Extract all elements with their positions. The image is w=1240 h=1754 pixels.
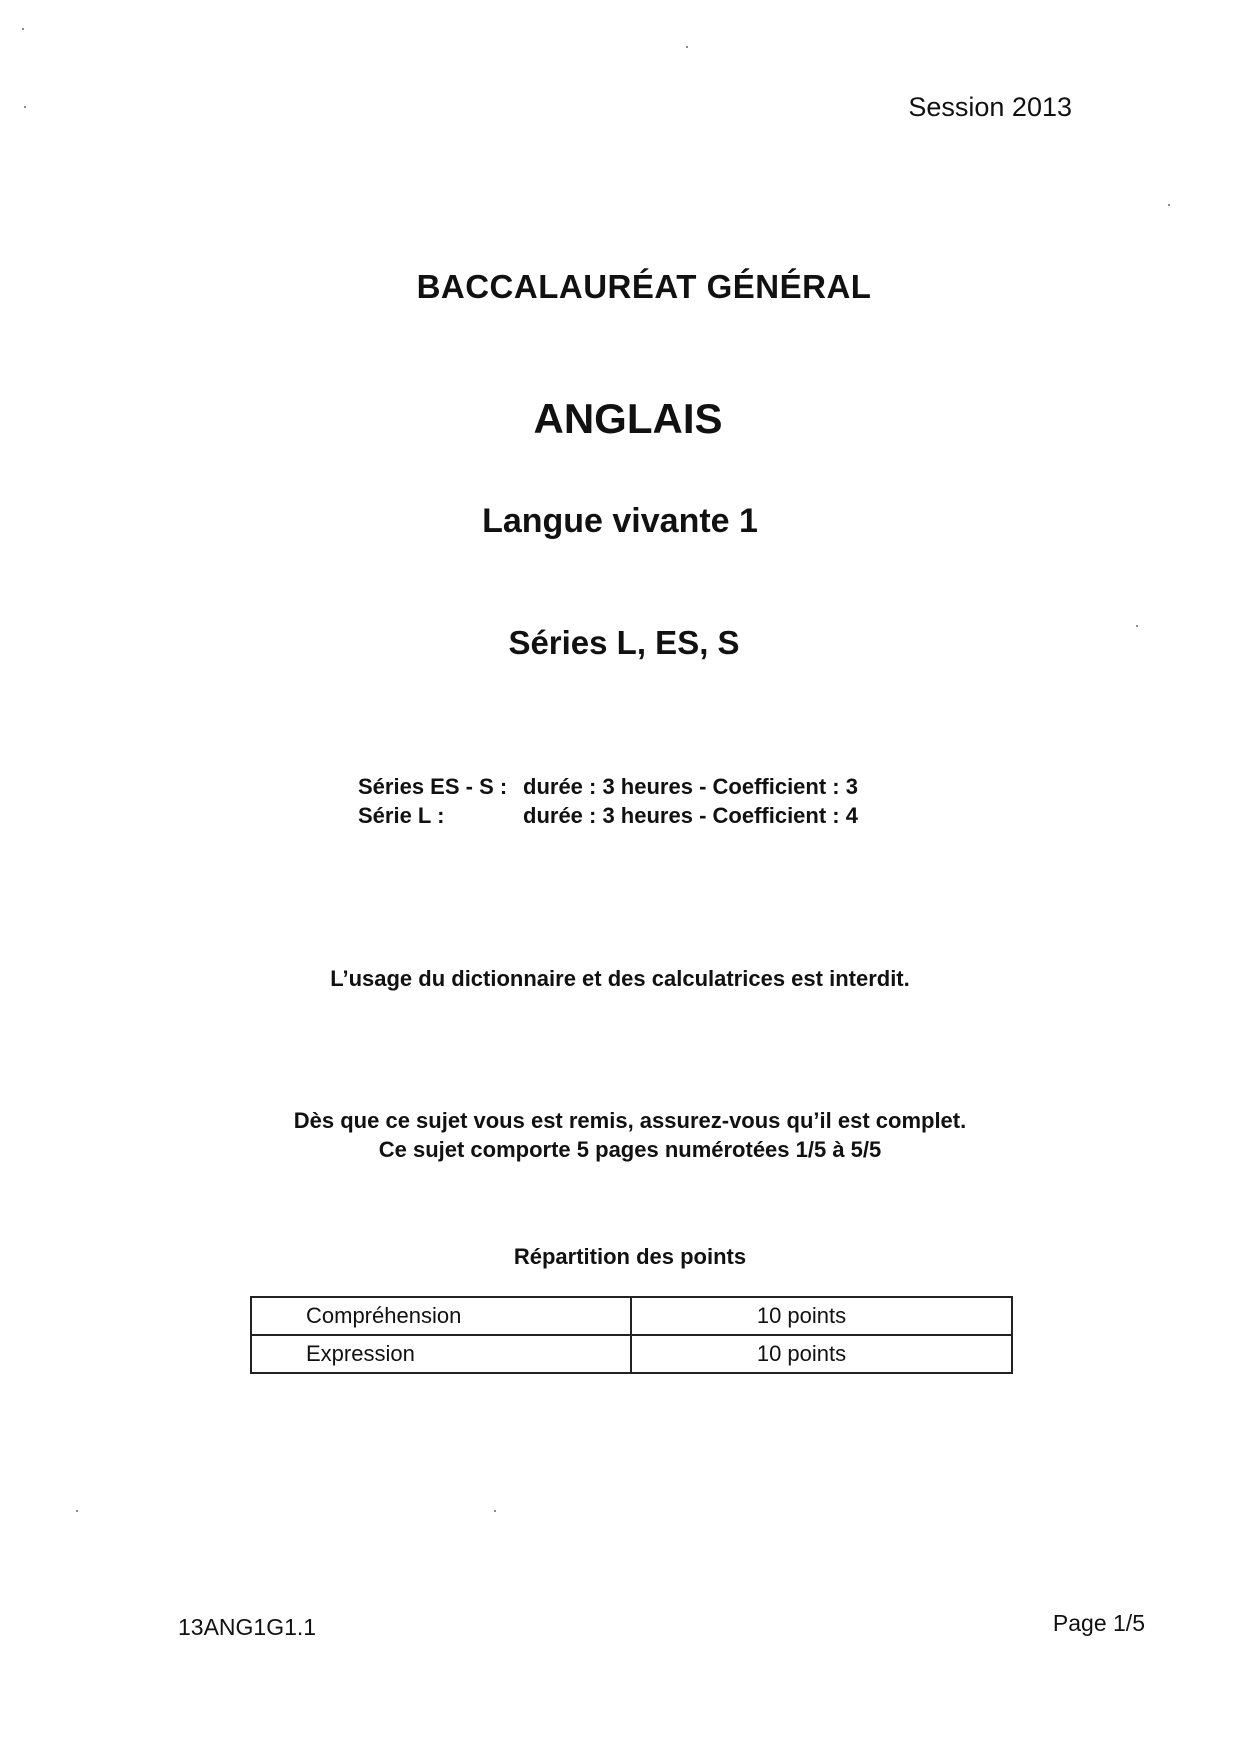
points-table [250,1296,1013,1374]
table-row [251,1335,1012,1373]
document-code: 13ANG1G1.1 [178,1614,317,1640]
points-title: Répartition des points [513,1244,747,1269]
duration-series-label: Série L : [358,803,445,828]
duration-table [358,772,858,830]
duration-row [358,801,858,830]
instructions-line: Dès que ce sujet vous est remis, assurez-vous qu’il est complet. [293,1108,967,1133]
usage-notice: L’usage du dictionnaire et des calculatrices est interdit. [330,966,910,991]
scan-speck [22,28,24,30]
instructions-line: Ce sujet comporte 5 pages numérotées 1/5 à 5/5 [378,1137,882,1162]
points-category: Expression [251,1335,631,1373]
duration-series-label: Séries ES - S : [358,774,508,799]
scan-speck [494,1510,496,1512]
duration-detail: durée : 3 heures - Coefficient : 4 [523,803,858,828]
points-value: 10 points [631,1335,1012,1373]
duration-row [358,772,858,801]
instructions [10,1106,1240,1164]
exam-title: BACCALAURÉAT GÉNÉRAL [416,268,872,305]
scan-speck [686,46,688,48]
scan-speck [1168,204,1170,206]
duration-detail: durée : 3 heures - Coefficient : 3 [523,774,858,799]
subject-title: ANGLAIS [533,395,723,442]
points-value: 10 points [631,1297,1012,1335]
scan-speck [24,106,26,108]
page-number: Page 1/5 [1052,1610,1145,1636]
table-row [251,1297,1012,1335]
session-label: Session 2013 [908,92,1072,122]
scan-speck [76,1510,78,1512]
points-category: Compréhension [251,1297,631,1335]
series-list: Séries L, ES, S [508,624,740,661]
language-level: Langue vivante 1 [482,502,758,540]
